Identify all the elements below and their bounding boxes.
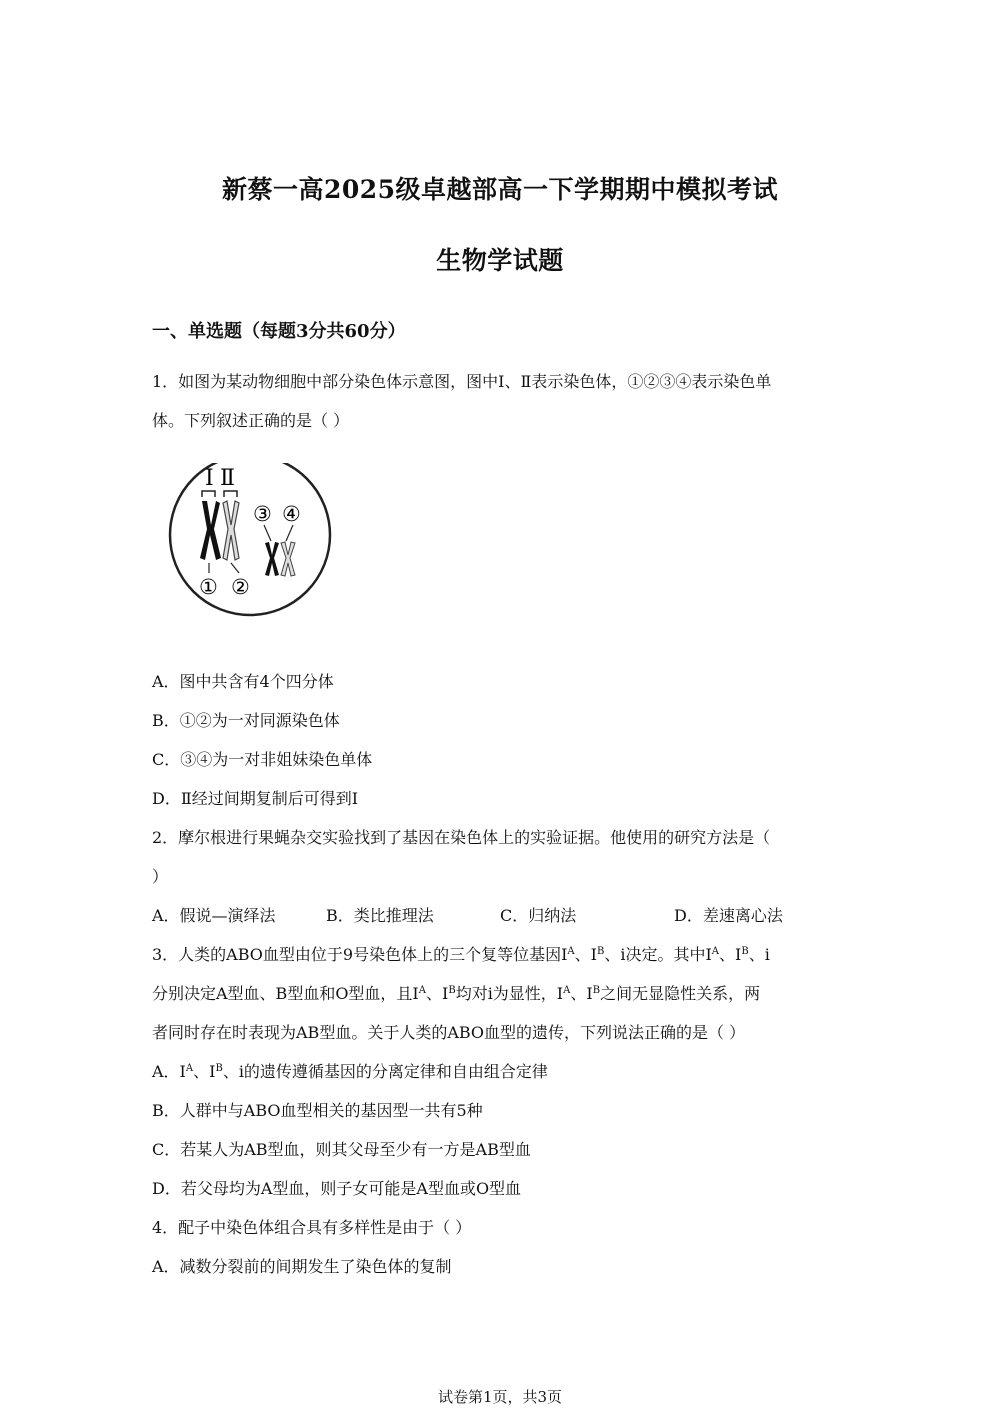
- q3-l1-p3: 、i决定。其中I: [604, 945, 712, 964]
- q3-l1-s2: B: [596, 946, 605, 957]
- q3-l2-s2: B: [448, 985, 456, 996]
- q3-option-b: B．人群中与ABO血型相关的基因型一共有5种: [152, 1101, 483, 1120]
- q3-option-d: D．若父母均为A型血，则子女可能是A型血或O型血: [152, 1179, 522, 1198]
- exam-title: 新蔡一高2025级卓越部高一下学期期中模拟考试: [221, 175, 779, 204]
- label-chromatid-2: ②: [231, 575, 250, 599]
- q3-l2-p4: 、I: [570, 984, 593, 1003]
- q3-stem-line2: [152, 984, 760, 1004]
- q2-option-d: D．差速离心法: [674, 906, 783, 925]
- q3-l2-s4: B: [592, 985, 601, 996]
- q1-option-d: D．Ⅱ经过间期复制后可得到Ⅰ: [152, 789, 359, 808]
- q3-a-p1: A．I: [152, 1062, 186, 1081]
- q3-l1-s1: A: [567, 946, 575, 957]
- q3-l1-s3: A: [711, 946, 720, 957]
- q2-option-a: A．假说—演绎法: [152, 906, 276, 925]
- q3-l2-p3: 均对i为显性，I: [455, 984, 564, 1003]
- q3-l1-p1: 3．人类的ABO血型由位于9号染色体上的三个复等位基因I: [152, 945, 568, 964]
- label-chromosome-2: Ⅱ: [220, 466, 235, 491]
- q4-option-a: A．减数分裂前的间期发生了染色体的复制: [152, 1257, 452, 1276]
- exam-subtitle: 生物学试题: [436, 246, 564, 275]
- q3-l1-p2: 、I: [574, 945, 597, 964]
- chromosome-2: [223, 501, 239, 560]
- page-footer: 试卷第1页，共3页: [437, 1388, 563, 1406]
- q1-option-b: B．①②为一对同源染色体: [152, 711, 340, 730]
- q3-l2-p2: 、I: [426, 984, 449, 1003]
- q1-option-c: C．③④为一对非姐妹染色单体: [152, 750, 373, 769]
- q3-stem-line3: 者同时存在时表现为AB型血。关于人类的ABO血型的遗传，下列说法正确的是（ ）: [152, 1023, 746, 1042]
- q2-stem-line2: ）: [152, 867, 169, 886]
- chromosome-1: [200, 501, 221, 560]
- small-chromosome-grey: [281, 542, 295, 576]
- q3-stem-line1: [152, 945, 770, 965]
- section-heading: 一、单选题（每题3分共60分）: [152, 321, 406, 342]
- label-chromosome-1: Ⅰ: [205, 466, 214, 491]
- q1-option-a: A．图中共含有4个四分体: [152, 672, 334, 691]
- q3-a-s1: A: [185, 1063, 194, 1074]
- q1-stem-line1: 1．如图为某动物细胞中部分染色体示意图，图中Ⅰ、Ⅱ表示染色体，①②③④表示染色单: [152, 372, 772, 391]
- q2-option-c: C．归纳法: [500, 906, 577, 925]
- pointer-4: [286, 525, 293, 541]
- label-chromatid-4: ④: [282, 502, 301, 526]
- q2-option-b: B．类比推理法: [326, 906, 434, 925]
- cell-outline: [170, 463, 330, 615]
- chromosome-figure: [165, 463, 335, 633]
- q3-a-s2: B: [215, 1063, 223, 1074]
- bracket-chromosome-1: [202, 491, 215, 497]
- q4-stem: 4．配子中染色体组合具有多样性是由于（ ）: [152, 1218, 472, 1237]
- q3-l1-p4: 、I: [719, 945, 742, 964]
- label-chromatid-1: ①: [199, 575, 218, 599]
- q3-l2-s1: A: [418, 985, 426, 996]
- pointer-3: [264, 525, 271, 541]
- small-chromosome-black: [265, 542, 279, 576]
- q3-l2-s3: A: [563, 985, 571, 996]
- label-chromatid-3: ③: [253, 502, 272, 526]
- q1-stem-line2: 体。下列叙述正确的是（ ）: [152, 411, 350, 430]
- bracket-chromosome-2: [224, 491, 237, 497]
- q3-option-a: [152, 1062, 548, 1082]
- pointer-2: [231, 563, 239, 573]
- q3-option-c: C．若某人为AB型血，则其父母至少有一方是AB型血: [152, 1140, 531, 1159]
- q3-l1-s4: B: [741, 946, 749, 957]
- q3-l1-p5: 、i: [748, 945, 770, 964]
- q3-a-p2: 、I: [193, 1062, 216, 1081]
- q3-l2-p1: 分别决定A型血、B型血和O型血，且I: [152, 984, 419, 1003]
- q2-options: [152, 906, 783, 926]
- q3-l2-p5: 之间无显隐性关系，两: [600, 984, 761, 1003]
- q2-stem-line1: 2．摩尔根进行果蝇杂交实验找到了基因在染色体上的实验证据。他使用的研究方法是（: [152, 828, 771, 847]
- q3-a-p3: 、i的遗传遵循基因的分离定律和自由组合定律: [222, 1062, 548, 1081]
